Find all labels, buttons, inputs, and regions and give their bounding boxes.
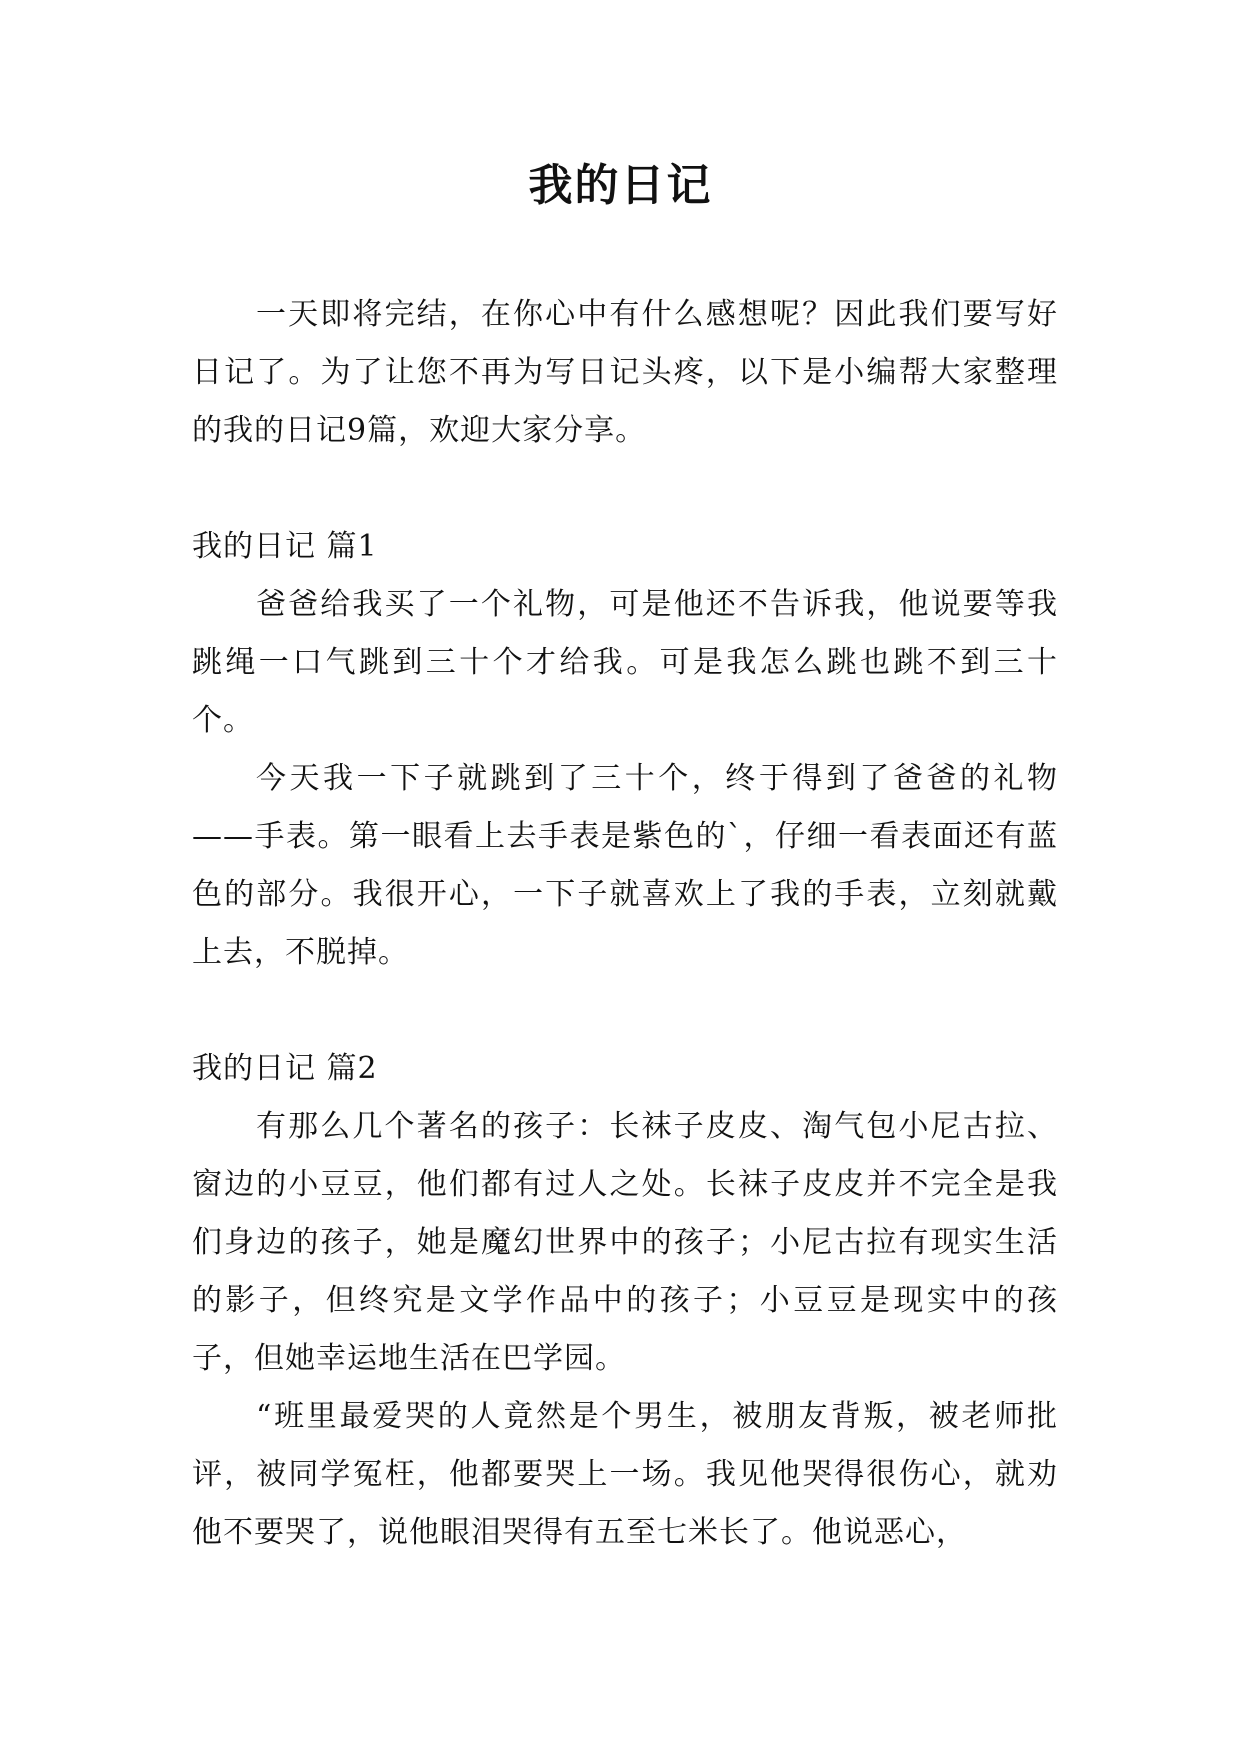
document-title: 我的日记: [528, 160, 713, 211]
section-1: [192, 518, 1058, 982]
body-paragraph: 今天我一下子就跳到了三十个，终于得到了爸爸的礼物——手表。第一眼看上去手表是紫色的`，仔细一看表面还有蓝色的部分。我很开心，一下子就喜欢上了我的手表，立刻就戴上去，不脱掉。: [192, 761, 1058, 970]
document-body: [192, 286, 1058, 1562]
intro-paragraph: 一天即将完结，在你心中有什么感想呢？因此我们要写好日记了。为了让您不再为写日记头疼，以下是小编帮大家整理的我的日记9篇，欢迎大家分享。: [192, 297, 1058, 448]
body-paragraph: “班里最爱哭的人竟然是个男生，被朋友背叛，被老师批评，被同学冤枉，他都要哭上一场。我见他哭得很伤心，就劝他不要哭了，说他眼泪哭得有五至七米长了。他说恶心，: [192, 1399, 1058, 1550]
body-paragraph: 有那么几个著名的孩子：长袜子皮皮、淘气包小尼古拉、窗边的小豆豆，他们都有过人之处。长袜子皮皮并不完全是我们身边的孩子，她是魔幻世界中的孩子；小尼古拉有现实生活的影子，但终究是文学作品中的孩子；小豆豆是现实中的孩子，但她幸运地生活在巴学园。: [192, 1109, 1058, 1376]
section-spacer: [192, 982, 1058, 1040]
section-heading: 我的日记 篇1: [192, 529, 378, 564]
section-heading: 我的日记 篇2: [192, 1051, 378, 1086]
body-paragraph: 爸爸给我买了一个礼物，可是他还不告诉我，他说要等我跳绳一口气跳到三十个才给我。可是我怎么跳也跳不到三十个。: [192, 587, 1058, 738]
section-spacer: [192, 460, 1058, 518]
section-2: [192, 1040, 1058, 1562]
